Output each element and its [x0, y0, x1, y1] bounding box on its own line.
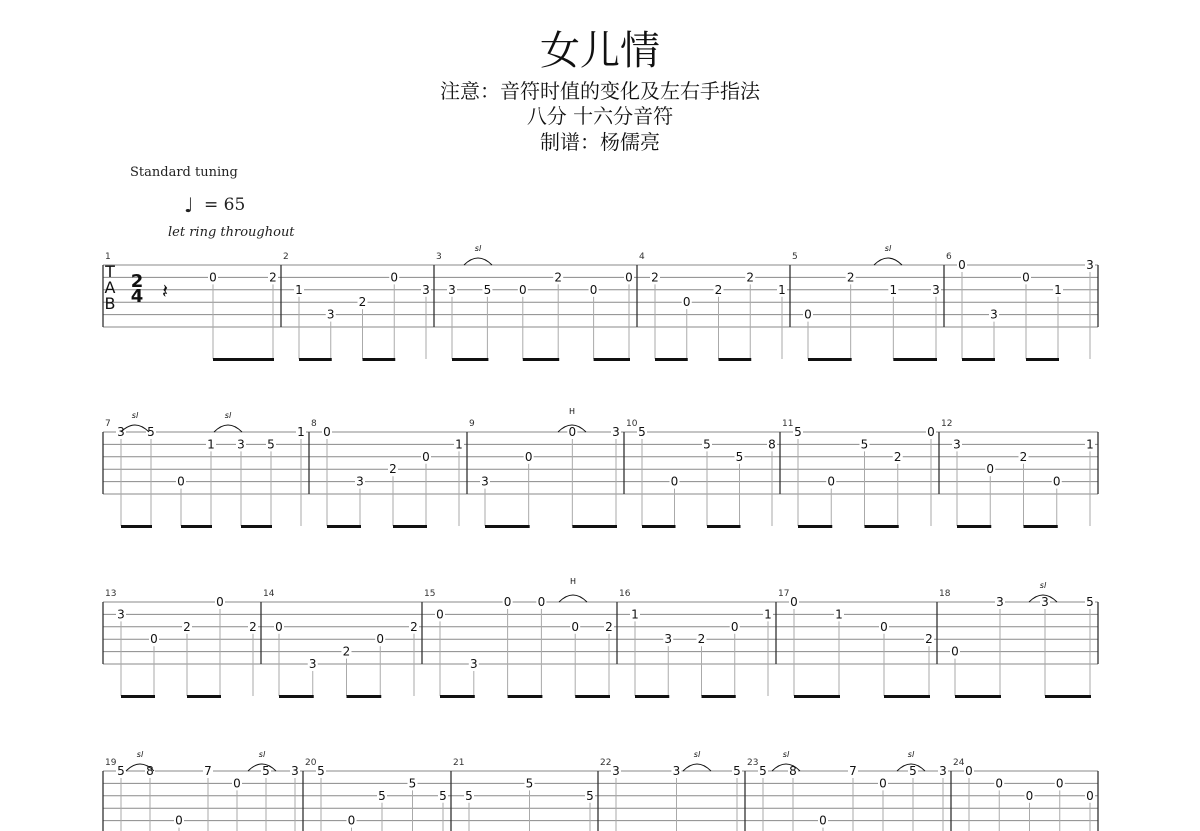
quarter-rest-icon: 𝄽 [161, 279, 169, 303]
fret-number: 0 [1022, 270, 1030, 285]
beam [508, 695, 543, 698]
measure-number: 7 [105, 419, 111, 429]
fret-number: 5 [703, 437, 711, 452]
fret-number: 0 [568, 425, 577, 439]
fret-number: 0 [524, 449, 533, 464]
fret-number: 5 [465, 788, 473, 803]
fret-number: 5 [733, 764, 741, 778]
beam [707, 525, 741, 528]
fret-number: 0 [965, 764, 973, 778]
beam [893, 358, 937, 361]
fret-number: 0 [819, 813, 827, 828]
measure-number: 12 [941, 419, 953, 429]
hammer-label: H [568, 407, 576, 416]
beam [642, 525, 676, 528]
fret-number: 2 [846, 270, 855, 285]
fret-number: 0 [323, 425, 331, 439]
fret-number: 0 [436, 607, 444, 622]
fret-number: 0 [1055, 776, 1064, 791]
beam [485, 525, 530, 528]
fret-number: 0 [958, 258, 966, 272]
quarter-note-icon: ♩ [184, 193, 194, 217]
fret-number: 5 [909, 764, 917, 778]
fret-number: 3 [326, 307, 335, 322]
beam [575, 695, 610, 698]
fret-number: 3 [448, 282, 456, 297]
fret-number: 2 [651, 270, 659, 285]
beam [719, 358, 752, 361]
fret-number: 0 [376, 632, 385, 647]
fret-number: 3 [291, 764, 299, 778]
fret-number: 5 [586, 788, 594, 803]
fret-number: 0 [422, 449, 430, 464]
slide-label: sl [258, 750, 266, 759]
fret-number: 0 [827, 474, 836, 489]
fret-number: 2 [342, 644, 351, 659]
slide-label: sl [136, 750, 144, 759]
fret-number: 0 [216, 595, 224, 609]
beam [798, 525, 832, 528]
measure-number: 9 [469, 419, 475, 429]
beam [865, 525, 899, 528]
beam [241, 525, 272, 528]
beam [121, 695, 155, 698]
measure-number: 14 [263, 589, 275, 599]
measure-number: 1 [105, 252, 111, 262]
beam [1024, 525, 1058, 528]
fret-number: 0 [537, 595, 546, 609]
measure-number: 3 [436, 252, 442, 262]
hammer-label: H [569, 577, 577, 586]
arranger-credit: 制谱：杨儒亮 [540, 130, 660, 154]
tempo-value: = 65 [204, 195, 246, 215]
fret-number: 2 [697, 632, 706, 647]
let-ring-note: let ring throughout [168, 225, 295, 240]
fret-number: 3 [1041, 595, 1049, 609]
fret-number: 8 [768, 437, 776, 452]
fret-number: 3 [237, 437, 245, 452]
fret-number: 8 [146, 764, 154, 778]
measure-number: 19 [105, 758, 117, 768]
fret-number: 3 [356, 474, 364, 489]
fret-number: 3 [990, 307, 998, 322]
fret-number: 2 [249, 619, 257, 634]
fret-number: 5 [525, 776, 534, 791]
measure-number: 16 [619, 589, 631, 599]
rhythm-note: 八分 十六分音符 [526, 104, 674, 128]
fret-number: 0 [275, 619, 283, 634]
fret-number: 0 [1025, 788, 1034, 803]
fret-number: 5 [439, 788, 447, 803]
fret-number: 5 [860, 437, 869, 452]
fret-number: 5 [378, 788, 386, 803]
beam [594, 358, 630, 361]
fret-number: 7 [849, 764, 857, 778]
fret-number: 0 [995, 776, 1004, 791]
measure-number: 11 [782, 419, 794, 429]
fret-number: 0 [790, 595, 798, 609]
fret-number: 3 [481, 474, 489, 489]
measure-number: 6 [946, 252, 952, 262]
time-signature-digit: 2 [130, 271, 144, 292]
fret-number: 1 [207, 437, 215, 452]
slide-label: sl [907, 750, 915, 759]
fret-number: 0 [347, 813, 356, 828]
measure-number: 22 [600, 758, 612, 768]
fret-number: 3 [664, 632, 673, 647]
fret-number: 1 [1054, 282, 1062, 297]
fret-number: 0 [682, 295, 691, 310]
song-title: 女儿情 [540, 28, 660, 74]
beam [635, 695, 669, 698]
fret-number: 0 [233, 776, 241, 791]
fret-number: 1 [295, 282, 303, 297]
fret-number: 5 [794, 425, 802, 439]
measure-number: 8 [311, 419, 317, 429]
fret-number: 1 [889, 282, 898, 297]
measure-number: 17 [778, 589, 790, 599]
measure-number: 24 [953, 758, 965, 768]
measure-number: 20 [305, 758, 317, 768]
slide-arc [214, 425, 242, 432]
fret-number: 5 [638, 425, 646, 439]
measure-number: 15 [424, 589, 436, 599]
slide-arc [874, 258, 902, 265]
fret-number: 0 [571, 619, 580, 634]
beam [121, 525, 152, 528]
beam [279, 695, 314, 698]
measure-number: 23 [747, 758, 759, 768]
beam [1026, 358, 1059, 361]
measure-number: 5 [792, 252, 798, 262]
fret-number: 0 [730, 619, 739, 634]
slide-label: sl [131, 411, 139, 420]
fret-number: 3 [932, 282, 940, 297]
fret-number: 1 [297, 425, 305, 439]
slide-label: sl [782, 750, 790, 759]
beam [794, 695, 840, 698]
beam [213, 358, 274, 361]
fret-number: 3 [1086, 258, 1094, 272]
fret-number: 5 [759, 764, 767, 778]
fret-number: 2 [925, 632, 933, 647]
fret-number: 2 [410, 619, 418, 634]
fret-number: 0 [804, 307, 812, 322]
fret-number: 0 [1086, 788, 1094, 803]
fret-number: 2 [893, 449, 902, 464]
measure-number: 2 [283, 252, 289, 262]
fret-number: 5 [1086, 595, 1094, 609]
beam [955, 695, 1001, 698]
beam [187, 695, 221, 698]
beam [655, 358, 688, 361]
fret-number: 0 [951, 644, 959, 659]
fret-number: 8 [789, 764, 797, 778]
fret-number: 5 [262, 764, 270, 778]
fret-number: 0 [390, 270, 399, 285]
fret-number: 3 [469, 657, 478, 671]
fret-number: 3 [612, 425, 620, 439]
beam [808, 358, 852, 361]
beam [327, 525, 361, 528]
tab-clef-letter: T [105, 262, 115, 281]
measure-number: 18 [939, 589, 951, 599]
fret-number: 2 [746, 270, 755, 285]
fret-number: 0 [670, 474, 679, 489]
fret-number: 7 [204, 764, 212, 778]
fret-number: 0 [589, 282, 598, 297]
measure-number: 10 [626, 419, 638, 429]
fret-number: 3 [117, 607, 125, 622]
fret-number: 0 [986, 462, 995, 477]
fret-number: 2 [1019, 449, 1028, 464]
beam [957, 525, 991, 528]
time-signature-digit: 4 [130, 286, 144, 307]
beam [393, 525, 427, 528]
fret-number: 3 [939, 764, 947, 778]
fret-number: 2 [605, 619, 613, 634]
fret-number: 0 [518, 282, 527, 297]
measure-number: 21 [453, 758, 465, 768]
fret-number: 1 [455, 437, 463, 452]
fret-number: 3 [953, 437, 961, 452]
beam [299, 358, 332, 361]
fret-number: 0 [625, 270, 633, 285]
slide-arc [683, 764, 711, 771]
tuning-label: Standard tuning [130, 165, 238, 180]
fret-number: 1 [835, 607, 843, 622]
measure-number: 13 [105, 589, 117, 599]
fret-number: 3 [612, 764, 620, 778]
fret-number: 2 [554, 270, 563, 285]
fret-number: 5 [147, 425, 155, 439]
fret-number: 2 [358, 295, 367, 310]
hammer-arc [559, 595, 587, 602]
fret-number: 5 [483, 282, 492, 297]
slide-arc [464, 258, 492, 265]
playing-note: 注意：音符时值的变化及左右手指法 [440, 79, 760, 103]
fret-number: 1 [778, 282, 786, 297]
fret-number: 0 [1052, 474, 1061, 489]
fret-number: 3 [996, 595, 1004, 609]
fret-number: 1 [1086, 437, 1094, 452]
fret-number: 0 [150, 632, 158, 647]
fret-number: 3 [422, 282, 430, 297]
fret-number: 1 [631, 607, 639, 622]
fret-number: 2 [389, 462, 397, 477]
beam [572, 525, 617, 528]
fret-number: 5 [267, 437, 275, 452]
beam [702, 695, 736, 698]
beam [523, 358, 559, 361]
beam [363, 358, 396, 361]
beam [452, 358, 488, 361]
fret-number: 0 [880, 619, 888, 634]
fret-number: 0 [927, 425, 935, 439]
fret-number: 0 [209, 270, 217, 285]
fret-number: 1 [764, 607, 772, 622]
slide-label: sl [474, 244, 482, 253]
fret-number: 3 [308, 657, 317, 671]
beam [962, 358, 995, 361]
beam [181, 525, 212, 528]
slide-label: sl [224, 411, 232, 420]
slide-label: sl [693, 750, 701, 759]
beam [347, 695, 382, 698]
fret-number: 0 [175, 813, 183, 828]
fret-number: 5 [317, 764, 325, 778]
beam [440, 695, 475, 698]
fret-number: 0 [177, 474, 185, 489]
fret-number: 3 [672, 764, 681, 778]
slide-label: sl [1039, 581, 1047, 590]
fret-number: 3 [117, 425, 125, 439]
fret-number: 5 [117, 764, 125, 778]
tab-clef-letter: A [104, 278, 116, 297]
fret-number: 5 [408, 776, 417, 791]
fret-number: 2 [183, 619, 191, 634]
fret-number: 2 [269, 270, 277, 285]
fret-number: 2 [714, 282, 723, 297]
fret-number: 0 [503, 595, 512, 609]
measure-number: 4 [639, 252, 645, 262]
beam [884, 695, 930, 698]
beam [1045, 695, 1091, 698]
slide-label: sl [884, 244, 892, 253]
fret-number: 5 [735, 449, 744, 464]
tab-clef-letter: B [104, 294, 116, 313]
fret-number: 0 [879, 776, 887, 791]
